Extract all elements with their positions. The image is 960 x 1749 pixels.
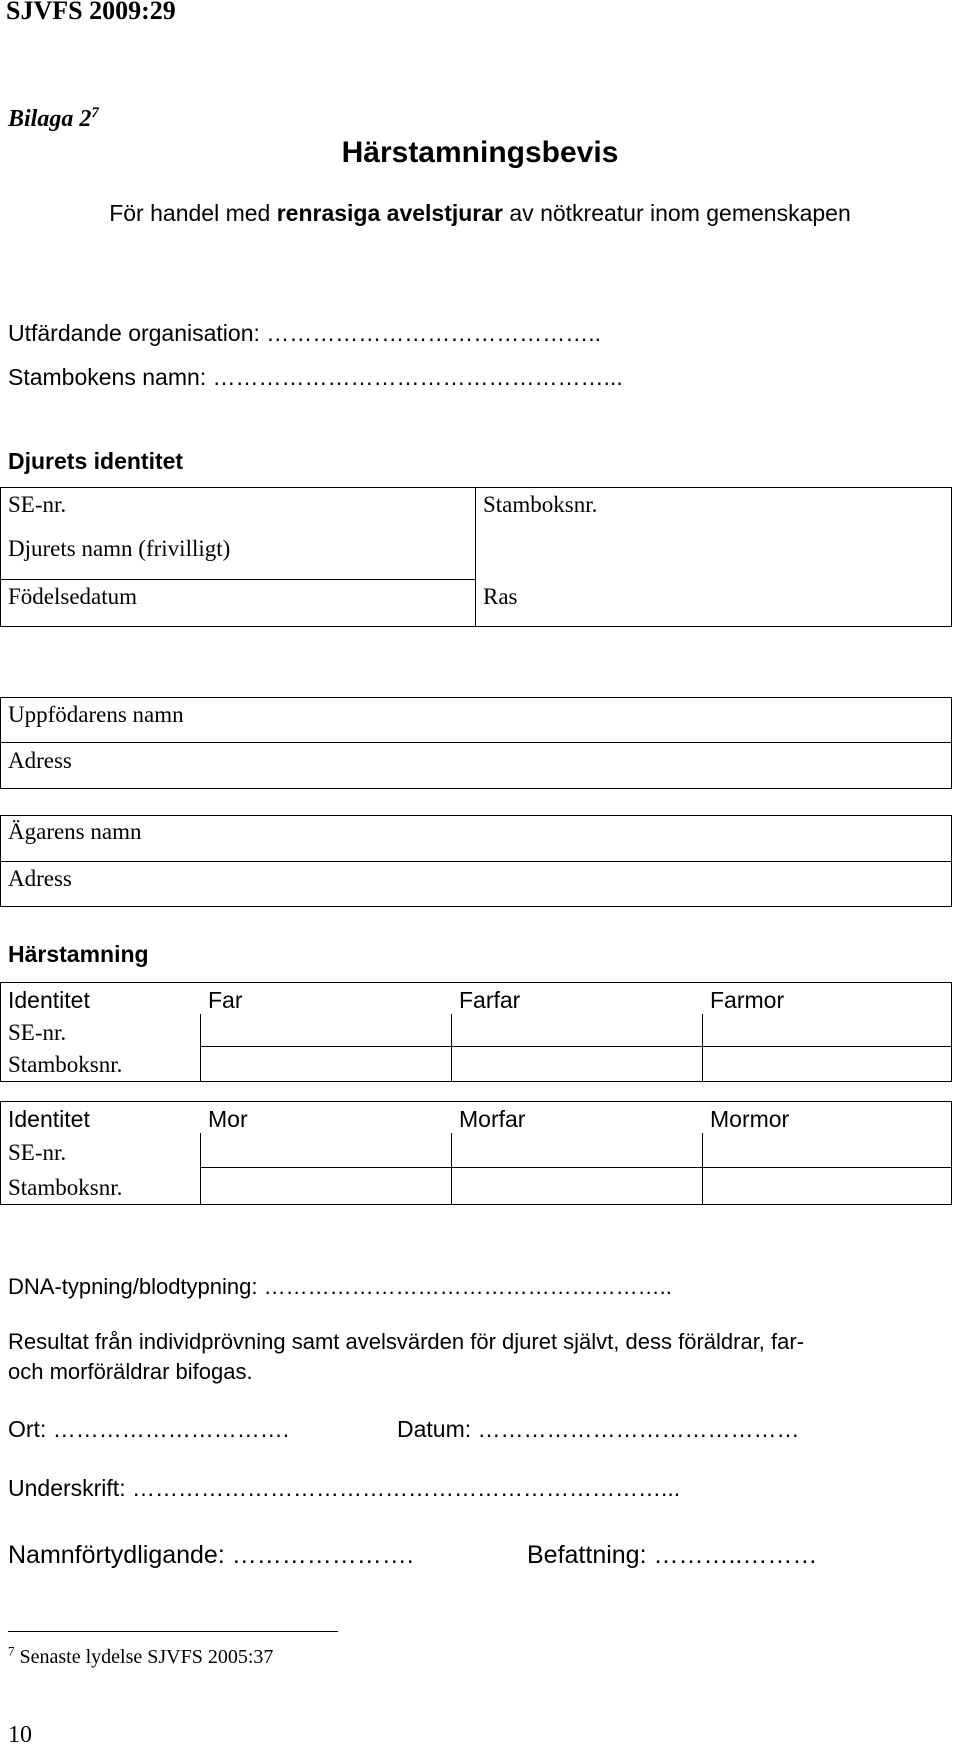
- sire-identity-header: Identitet: [8, 987, 90, 1013]
- pedigree-heading: Härstamning: [8, 941, 149, 967]
- footnote-reference: 7: [91, 105, 99, 121]
- dam-col-mor: Mor: [208, 1106, 248, 1132]
- studbook-name-line: Stambokens namn: ……………………………………………...: [8, 364, 623, 390]
- identity-stamboksnr: Stamboksnr.: [483, 492, 598, 517]
- place-line: Ort: ………………………….: [8, 1416, 290, 1442]
- sire-col-line-3: [702, 1014, 703, 1082]
- issuing-organisation-line: Utfärdande organisation: ……………………………………..: [8, 320, 602, 346]
- footnote-separator: [8, 1631, 338, 1632]
- breeder-name: Uppfödarens namn: [8, 702, 184, 727]
- dam-identity-header: Identitet: [8, 1106, 90, 1132]
- breeder-row-line: [0, 742, 952, 743]
- sire-col-farmor: Farmor: [710, 987, 785, 1013]
- identity-animal-name: Djurets namn (frivilligt): [8, 536, 231, 561]
- result-text-line-2: och morföräldrar bifogas.: [8, 1359, 253, 1384]
- page-subtitle: [0, 200, 960, 227]
- footnote: [8, 1643, 274, 1669]
- sire-col-farfar: Farfar: [459, 987, 521, 1013]
- signature-line: Underskrift: ……………………………………………………………...: [8, 1475, 681, 1501]
- page-number: 10: [8, 1722, 32, 1748]
- sire-col-line-1: [200, 1014, 201, 1082]
- footnote-text: Senaste lydelse SJVFS 2005:37: [14, 1646, 274, 1668]
- dam-se-nr: SE-nr.: [8, 1140, 67, 1165]
- identity-heading: Djurets identitet: [8, 448, 184, 474]
- breeder-address: Adress: [8, 748, 72, 773]
- page-title: Härstamningsbevis: [341, 136, 619, 169]
- subtitle-pre: För handel med: [109, 200, 277, 226]
- owner-address: Adress: [8, 866, 72, 891]
- owner-row-line: [0, 861, 952, 862]
- identity-row-line: [0, 579, 476, 580]
- dam-col-mormor: Mormor: [710, 1106, 790, 1132]
- identity-divider: [475, 487, 476, 627]
- appendix-text: Bilaga 2: [8, 106, 92, 132]
- identity-birth-date: Födelsedatum: [8, 584, 138, 609]
- appendix-label: [8, 106, 99, 133]
- dam-stamboksnr: Stamboksnr.: [8, 1175, 123, 1200]
- dam-row-line: [200, 1167, 952, 1168]
- identity-se-nr: SE-nr.: [8, 492, 67, 517]
- result-text-line-1: Resultat från individprövning samt avelsvärden för djuret självt, dess föräldrar, far-: [8, 1329, 805, 1354]
- footnote-number: 7: [8, 1643, 15, 1659]
- subtitle-bold: renrasiga avelstjurar: [276, 200, 503, 226]
- sire-se-nr: SE-nr.: [8, 1020, 67, 1045]
- document-header: SJVFS 2009:29: [6, 0, 176, 25]
- dam-col-line-1: [200, 1133, 201, 1205]
- name-clarification-line: Namnförtydligande: ………………….: [8, 1541, 414, 1569]
- sire-row-line: [200, 1046, 952, 1047]
- sire-col-far: Far: [208, 987, 243, 1013]
- dna-typing-line: DNA-typning/blodtypning: ………………………………………………..: [8, 1274, 672, 1299]
- date-line: Datum: ……………………………………: [397, 1416, 800, 1442]
- owner-name: Ägarens namn: [8, 819, 142, 844]
- dam-col-line-3: [702, 1133, 703, 1205]
- identity-breed: Ras: [483, 584, 518, 609]
- dam-col-morfar: Morfar: [459, 1106, 526, 1132]
- sire-col-line-2: [451, 1014, 452, 1082]
- position-line: Befattning: ………..………: [527, 1541, 818, 1569]
- sire-stamboksnr: Stamboksnr.: [8, 1052, 123, 1077]
- subtitle-post: av nötkreatur inom gemenskapen: [503, 200, 851, 226]
- dam-col-line-2: [451, 1133, 452, 1205]
